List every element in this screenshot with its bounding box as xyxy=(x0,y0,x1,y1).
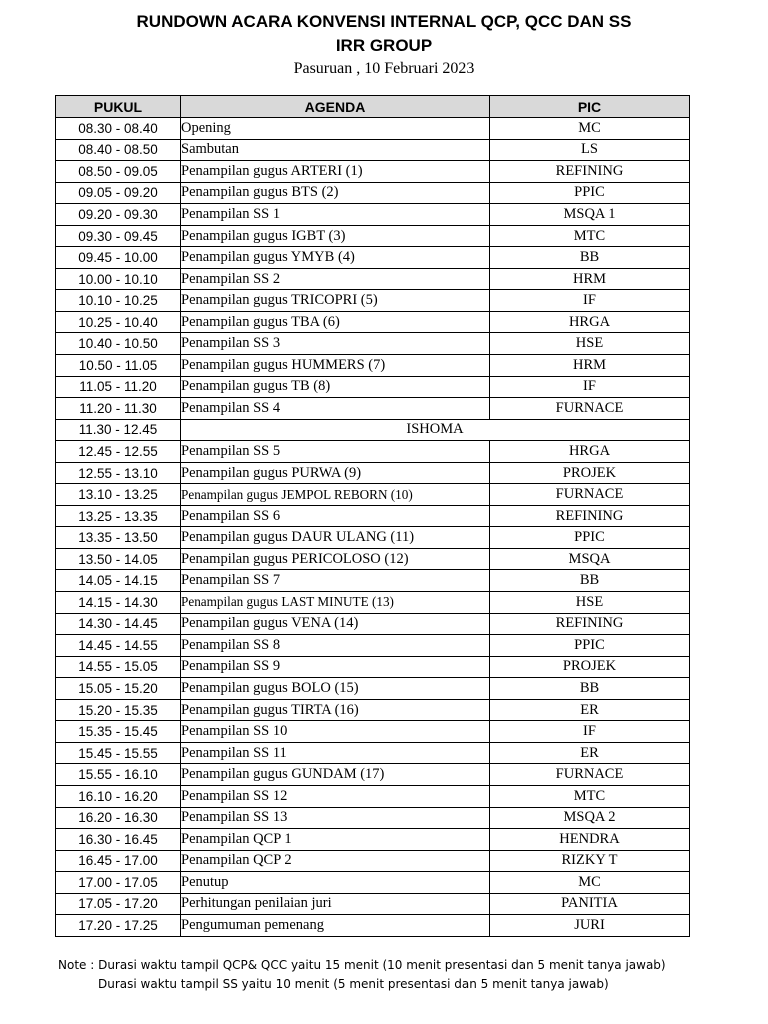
table-row xyxy=(56,118,690,140)
cell-time: 10.10 - 10.25 xyxy=(56,290,181,312)
cell-time: 17.20 - 17.25 xyxy=(56,915,181,937)
cell-time: 11.30 - 12.45 xyxy=(56,419,181,441)
cell-agenda: Penampilan gugus PURWA (9) xyxy=(181,462,490,484)
table-row xyxy=(56,290,690,312)
table-row xyxy=(56,785,690,807)
cell-time: 14.05 - 14.15 xyxy=(56,570,181,592)
table-row xyxy=(56,613,690,635)
cell-agenda: Penampilan gugus TIRTA (16) xyxy=(181,699,490,721)
cell-time: 15.45 - 15.55 xyxy=(56,742,181,764)
cell-time: 13.35 - 13.50 xyxy=(56,527,181,549)
cell-pic: JURI xyxy=(490,915,690,937)
cell-time: 12.55 - 13.10 xyxy=(56,462,181,484)
cell-pic: HRM xyxy=(490,355,690,377)
cell-pic: FURNACE xyxy=(490,484,690,506)
cell-pic: HENDRA xyxy=(490,829,690,851)
cell-agenda: ISHOMA xyxy=(181,419,690,441)
cell-time: 08.30 - 08.40 xyxy=(56,118,181,140)
cell-time: 14.45 - 14.55 xyxy=(56,635,181,657)
cell-time: 08.50 - 09.05 xyxy=(56,161,181,183)
cell-time: 12.45 - 12.55 xyxy=(56,441,181,463)
table-row xyxy=(56,419,690,441)
cell-pic: REFINING xyxy=(490,161,690,183)
note-line-1: Note : Durasi waktu tampil QCP& QCC yaitu 15 menit (10 menit presentasi dan 5 menit tanya jawab) xyxy=(58,958,666,972)
cell-agenda: Penampilan SS 9 xyxy=(181,656,490,678)
table-row xyxy=(56,527,690,549)
cell-time: 09.05 - 09.20 xyxy=(56,182,181,204)
cell-agenda: Penampilan gugus GUNDAM (17) xyxy=(181,764,490,786)
table-row xyxy=(56,872,690,894)
cell-agenda: Penampilan SS 1 xyxy=(181,204,490,226)
cell-agenda: Sambutan xyxy=(181,139,490,161)
cell-agenda: Penampilan gugus PERICOLOSO (12) xyxy=(181,548,490,570)
table-row xyxy=(56,462,690,484)
table-row xyxy=(56,807,690,829)
table-row xyxy=(56,182,690,204)
cell-agenda: Penampilan gugus HUMMERS (7) xyxy=(181,355,490,377)
table-row xyxy=(56,311,690,333)
cell-time: 09.45 - 10.00 xyxy=(56,247,181,269)
cell-time: 15.05 - 15.20 xyxy=(56,678,181,700)
table-row xyxy=(56,505,690,527)
cell-pic: PROJEK xyxy=(490,462,690,484)
cell-time: 17.00 - 17.05 xyxy=(56,872,181,894)
table-row xyxy=(56,742,690,764)
table-row xyxy=(56,484,690,506)
table-row xyxy=(56,161,690,183)
cell-agenda: Penutup xyxy=(181,872,490,894)
cell-pic: PPIC xyxy=(490,635,690,657)
cell-time: 10.00 - 10.10 xyxy=(56,268,181,290)
cell-agenda: Penampilan gugus BTS (2) xyxy=(181,182,490,204)
cell-pic: PPIC xyxy=(490,527,690,549)
cell-time: 10.50 - 11.05 xyxy=(56,355,181,377)
cell-pic: MC xyxy=(490,872,690,894)
cell-pic: ER xyxy=(490,742,690,764)
cell-time: 16.10 - 16.20 xyxy=(56,785,181,807)
table-row xyxy=(56,268,690,290)
cell-time: 15.35 - 15.45 xyxy=(56,721,181,743)
cell-agenda: Penampilan SS 13 xyxy=(181,807,490,829)
cell-agenda: Penampilan gugus VENA (14) xyxy=(181,613,490,635)
table-row xyxy=(56,656,690,678)
note-line-2: Durasi waktu tampil SS yaitu 10 menit (5 menit presentasi dan 5 menit tanya jawab) xyxy=(98,977,609,991)
cell-pic: FURNACE xyxy=(490,398,690,420)
table-row xyxy=(56,635,690,657)
table-row xyxy=(56,333,690,355)
cell-agenda: Perhitungan penilaian juri xyxy=(181,893,490,915)
table-row xyxy=(56,441,690,463)
cell-agenda: Penampilan SS 8 xyxy=(181,635,490,657)
cell-agenda: Penampilan gugus YMYB (4) xyxy=(181,247,490,269)
cell-pic: LS xyxy=(490,139,690,161)
cell-agenda: Penampilan gugus TBA (6) xyxy=(181,311,490,333)
cell-pic: IF xyxy=(490,376,690,398)
column-header-time: PUKUL xyxy=(56,96,181,118)
cell-agenda: Penampilan SS 12 xyxy=(181,785,490,807)
cell-time: 10.40 - 10.50 xyxy=(56,333,181,355)
table-header-row xyxy=(56,96,690,118)
cell-pic: RIZKY T xyxy=(490,850,690,872)
table-row xyxy=(56,376,690,398)
cell-agenda: Penampilan SS 4 xyxy=(181,398,490,420)
cell-pic: HSE xyxy=(490,592,690,614)
cell-agenda: Opening xyxy=(181,118,490,140)
document-header xyxy=(0,10,768,80)
cell-pic: MTC xyxy=(490,785,690,807)
cell-pic: BB xyxy=(490,570,690,592)
table-row xyxy=(56,829,690,851)
cell-time: 17.05 - 17.20 xyxy=(56,893,181,915)
cell-pic: HRGA xyxy=(490,311,690,333)
cell-pic: MSQA 2 xyxy=(490,807,690,829)
cell-time: 16.20 - 16.30 xyxy=(56,807,181,829)
cell-pic: IF xyxy=(490,721,690,743)
note xyxy=(58,956,666,994)
cell-agenda: Pengumuman pemenang xyxy=(181,915,490,937)
cell-time: 16.30 - 16.45 xyxy=(56,829,181,851)
cell-time: 09.30 - 09.45 xyxy=(56,225,181,247)
cell-pic: PANITIA xyxy=(490,893,690,915)
cell-agenda: Penampilan gugus BOLO (15) xyxy=(181,678,490,700)
cell-pic: PROJEK xyxy=(490,656,690,678)
cell-agenda: Penampilan QCP 2 xyxy=(181,850,490,872)
table-row xyxy=(56,893,690,915)
table-row xyxy=(56,139,690,161)
cell-agenda: Penampilan gugus IGBT (3) xyxy=(181,225,490,247)
cell-agenda: Penampilan SS 10 xyxy=(181,721,490,743)
table-row xyxy=(56,355,690,377)
cell-time: 15.55 - 16.10 xyxy=(56,764,181,786)
cell-time: 15.20 - 15.35 xyxy=(56,699,181,721)
cell-pic: ER xyxy=(490,699,690,721)
cell-time: 13.25 - 13.35 xyxy=(56,505,181,527)
cell-agenda: Penampilan gugus ARTERI (1) xyxy=(181,161,490,183)
cell-time: 16.45 - 17.00 xyxy=(56,850,181,872)
cell-time: 11.05 - 11.20 xyxy=(56,376,181,398)
cell-pic: MC xyxy=(490,118,690,140)
table-row xyxy=(56,678,690,700)
cell-agenda: Penampilan gugus TRICOPRI (5) xyxy=(181,290,490,312)
table-row xyxy=(56,398,690,420)
cell-agenda: Penampilan SS 7 xyxy=(181,570,490,592)
cell-time: 09.20 - 09.30 xyxy=(56,204,181,226)
cell-time: 13.50 - 14.05 xyxy=(56,548,181,570)
table-row xyxy=(56,699,690,721)
cell-pic: REFINING xyxy=(490,613,690,635)
cell-agenda: Penampilan SS 11 xyxy=(181,742,490,764)
cell-pic: MTC xyxy=(490,225,690,247)
cell-pic: REFINING xyxy=(490,505,690,527)
cell-time: 14.15 - 14.30 xyxy=(56,592,181,614)
table-row xyxy=(56,721,690,743)
cell-pic: FURNACE xyxy=(490,764,690,786)
column-header-agenda: AGENDA xyxy=(181,96,490,118)
column-header-pic: PIC xyxy=(490,96,690,118)
cell-time: 11.20 - 11.30 xyxy=(56,398,181,420)
rundown-table xyxy=(55,95,690,937)
table-row xyxy=(56,225,690,247)
cell-agenda: Penampilan gugus TB (8) xyxy=(181,376,490,398)
cell-agenda: Penampilan QCP 1 xyxy=(181,829,490,851)
cell-pic: HRM xyxy=(490,268,690,290)
cell-pic: BB xyxy=(490,678,690,700)
cell-pic: IF xyxy=(490,290,690,312)
cell-pic: MSQA xyxy=(490,548,690,570)
cell-time: 14.30 - 14.45 xyxy=(56,613,181,635)
cell-pic: PPIC xyxy=(490,182,690,204)
cell-agenda: Penampilan SS 6 xyxy=(181,505,490,527)
cell-agenda: Penampilan gugus DAUR ULANG (11) xyxy=(181,527,490,549)
document-title: RUNDOWN ACARA KONVENSI INTERNAL QCP, QCC DAN SS xyxy=(136,12,632,31)
table-row xyxy=(56,850,690,872)
table-row xyxy=(56,764,690,786)
table-row xyxy=(56,548,690,570)
table-row xyxy=(56,570,690,592)
cell-time: 13.10 - 13.25 xyxy=(56,484,181,506)
cell-agenda: Penampilan gugus JEMPOL REBORN (10) xyxy=(181,484,490,506)
cell-pic: MSQA 1 xyxy=(490,204,690,226)
location-date: Pasuruan , 10 Februari 2023 xyxy=(293,60,475,77)
table-row xyxy=(56,915,690,937)
cell-agenda: Penampilan SS 2 xyxy=(181,268,490,290)
cell-agenda: Penampilan gugus LAST MINUTE (13) xyxy=(181,592,490,614)
table-row xyxy=(56,247,690,269)
cell-time: 08.40 - 08.50 xyxy=(56,139,181,161)
cell-pic: HRGA xyxy=(490,441,690,463)
table-body xyxy=(56,118,690,937)
cell-pic: BB xyxy=(490,247,690,269)
cell-time: 14.55 - 15.05 xyxy=(56,656,181,678)
table-row xyxy=(56,592,690,614)
table-row xyxy=(56,204,690,226)
cell-pic: HSE xyxy=(490,333,690,355)
cell-agenda: Penampilan SS 3 xyxy=(181,333,490,355)
group-name: IRR GROUP xyxy=(335,36,433,55)
cell-time: 10.25 - 10.40 xyxy=(56,311,181,333)
cell-agenda: Penampilan SS 5 xyxy=(181,441,490,463)
